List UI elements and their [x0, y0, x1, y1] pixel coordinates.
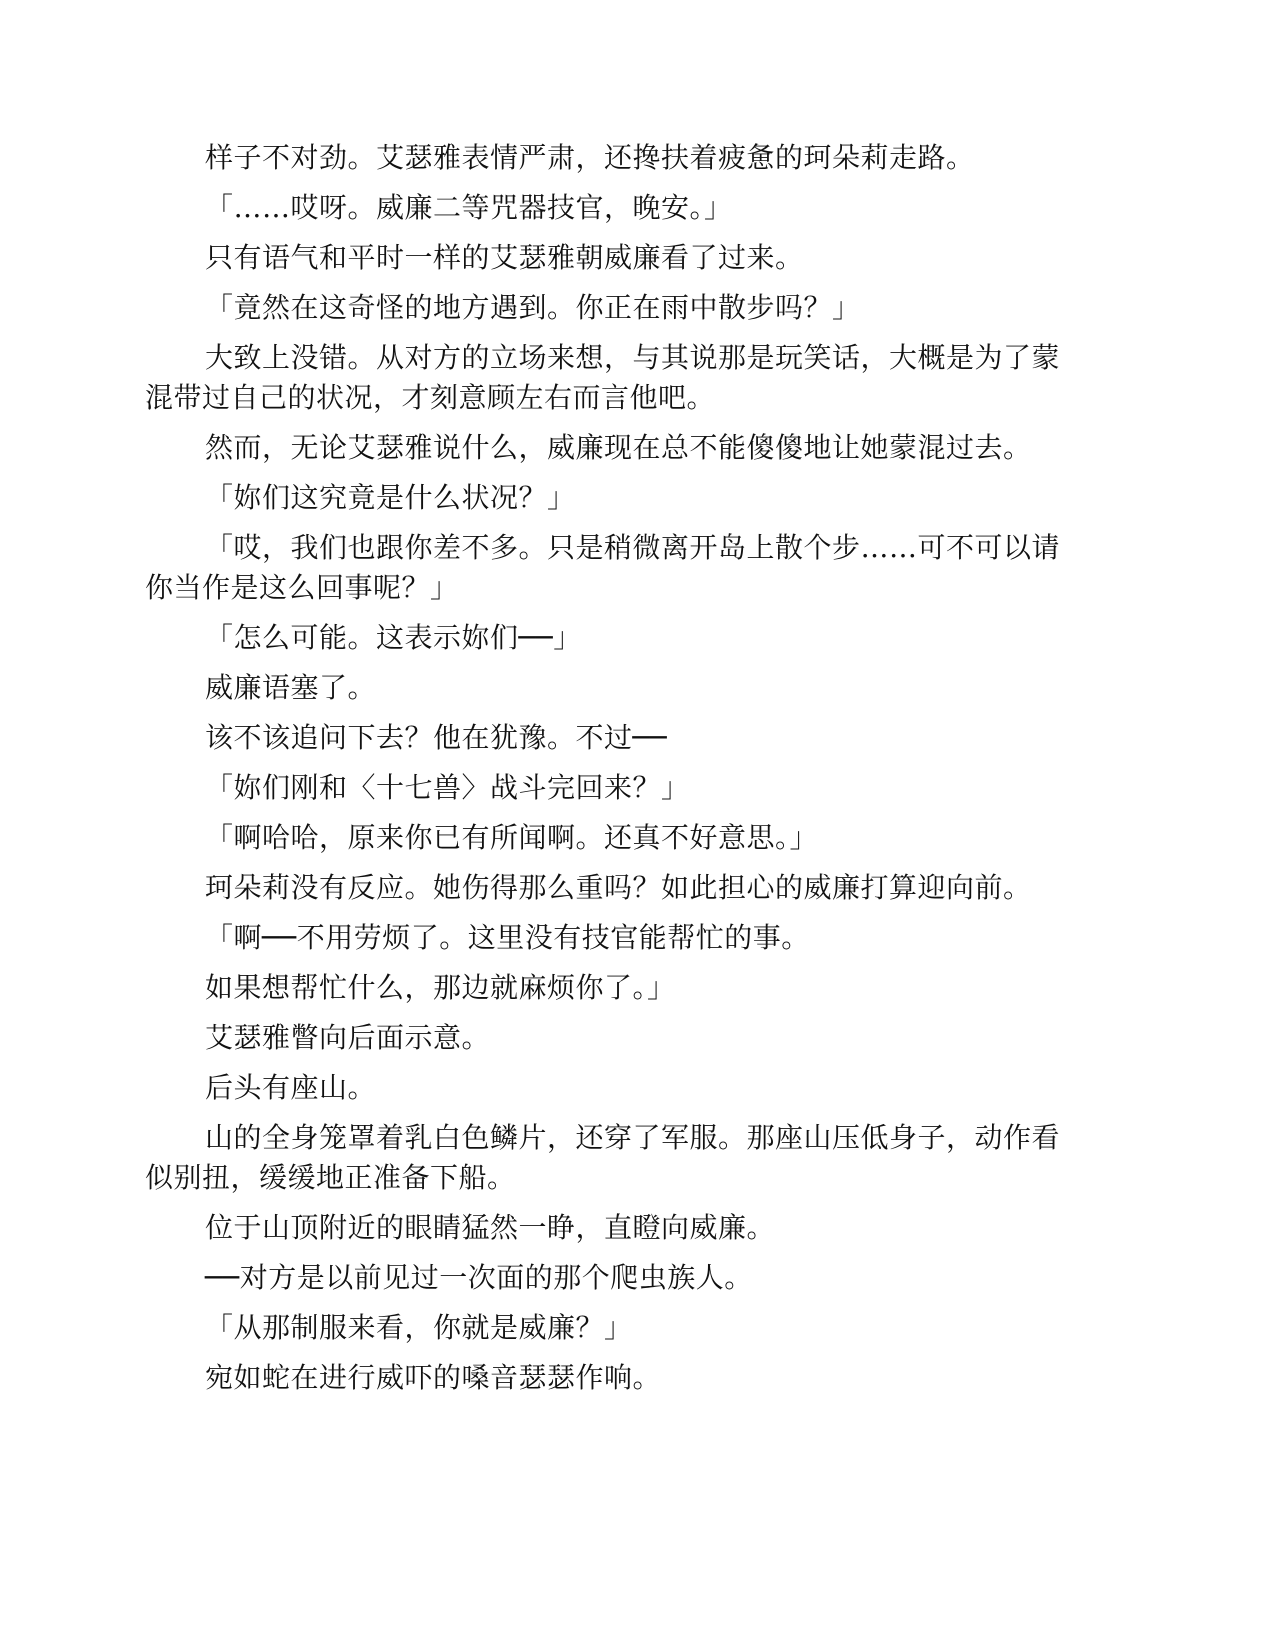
dialog-line-16: 如果想帮忙什么，那边就麻烦你了。」 — [205, 971, 676, 1004]
dialog-line-12: 「妳们刚和〈十七兽〉战斗完回来？」 — [205, 771, 690, 804]
paragraph-21: ──对方是以前见过一次面的那个爬虫族人。 — [205, 1261, 753, 1294]
paragraph-17: 艾瑟雅瞥向后面示意。 — [205, 1021, 491, 1054]
paragraph-23: 宛如蛇在进行威吓的嗓音瑟瑟作响。 — [205, 1361, 662, 1394]
dialog-line-22: 「从那制服来看，你就是威廉？」 — [205, 1311, 633, 1344]
paragraph-20: 位于山顶附近的眼睛猛然一睁，直瞪向威廉。 — [205, 1211, 776, 1244]
dialog-line-9: 「怎么可能。这表示妳们──」 — [205, 621, 582, 654]
paragraph-5: 大致上没错。从对方的立场来想，与其说那是玩笑话，大概是为了蒙混带过自己的状况，才刻意顾左右而言他吧。 — [145, 341, 1061, 414]
paragraph-10: 威廉语塞了。 — [205, 671, 377, 704]
dialog-line-13: 「啊哈哈，原来你已有所闻啊。还真不好意思。」 — [205, 821, 819, 854]
dialog-line-7: 「妳们这究竟是什么状况？」 — [205, 481, 576, 514]
document-page — [145, 138, 1075, 1408]
paragraph-3: 只有语气和平时一样的艾瑟雅朝威廉看了过来。 — [205, 241, 804, 274]
paragraph-1: 样子不对劲。艾瑟雅表情严肃，还搀扶着疲惫的珂朵莉走路。 — [205, 141, 975, 174]
dialog-line-4: 「竟然在这奇怪的地方遇到。你正在雨中散步吗？」 — [205, 291, 861, 324]
paragraph-6: 然而，无论艾瑟雅说什么，威廉现在总不能傻傻地让她蒙混过去。 — [205, 431, 1032, 464]
dialog-line-8: 「哎，我们也跟你差不多。只是稍微离开岛上散个步……可不可以请你当作是这么回事呢？」 — [145, 531, 1061, 604]
paragraph-19: 山的全身笼罩着乳白色鳞片，还穿了军服。那座山压低身子，动作看似别扭，缓缓地正准备下船。 — [145, 1121, 1061, 1194]
paragraph-14: 珂朵莉没有反应。她伤得那么重吗？如此担心的威廉打算迎向前。 — [205, 871, 1032, 904]
dialog-line-2: 「……哎呀。威廉二等咒器技官，晚安。」 — [205, 191, 733, 224]
paragraph-18: 后头有座山。 — [205, 1071, 377, 1104]
dialog-line-15: 「啊──不用劳烦了。这里没有技官能帮忙的事。 — [205, 921, 810, 954]
paragraph-11: 该不该追问下去？他在犹豫。不过── — [205, 721, 668, 754]
